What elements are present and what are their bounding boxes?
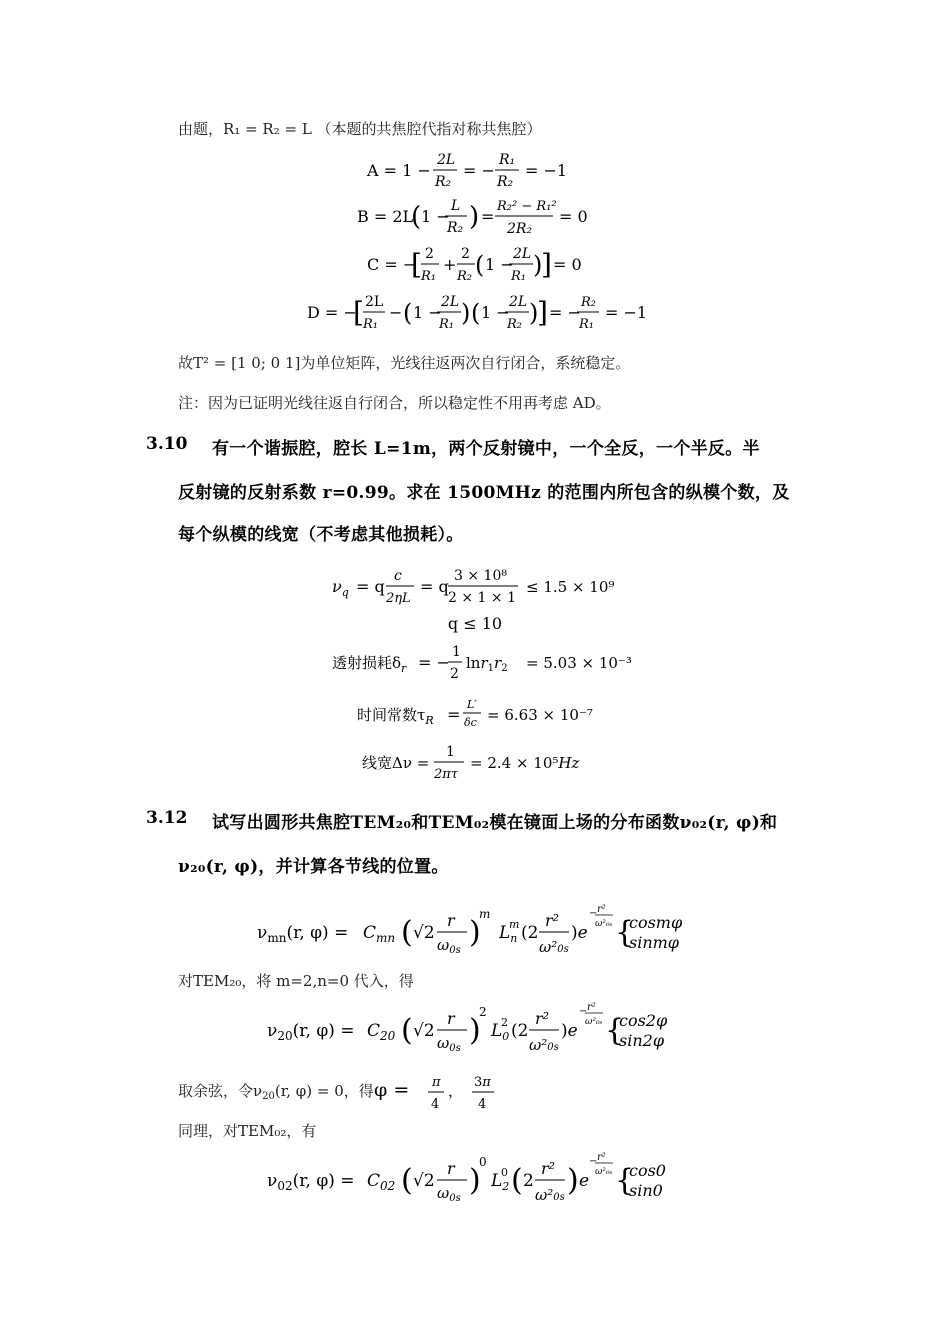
svg-text:ω²0s: ω²0s: [535, 1186, 565, 1204]
equation-general-mode: [0, 902, 950, 967]
svg-text:): ): [529, 299, 539, 327]
svg-text:): ): [461, 299, 471, 327]
svg-text:π: π: [432, 1075, 441, 1090]
svg-text:{: {: [615, 1163, 635, 1198]
svg-text:(: (: [511, 1163, 523, 1198]
note-line: 注：因为已证明光线往返自行闭合，所以稳定性不用再考虑 AD。: [178, 394, 611, 412]
svg-text:R₂² − R₁²: R₂² − R₁²: [497, 199, 557, 214]
equation-transmission-loss-svg: [330, 640, 632, 686]
svg-text:(: (: [401, 1013, 413, 1048]
svg-text:=: =: [481, 207, 495, 226]
svg-text:): ): [567, 1163, 579, 1198]
given-line: 由题，R₁ = R₂ = L （本题的共焦腔代指对称共焦腔）: [178, 120, 542, 138]
svg-text:L0: $L_0$: [491, 1021, 510, 1043]
svg-text:L′: L′: [467, 698, 477, 711]
svg-text:(2: (2: [521, 923, 539, 943]
svg-text:R₂: R₂: [581, 295, 596, 310]
svg-text:2: 2: [450, 666, 459, 682]
question-number-312: 3.12: [146, 808, 188, 828]
svg-text:)e: )e: [561, 1021, 578, 1041]
svg-text:1 −: 1 −: [413, 303, 442, 322]
svg-text:时间常数τR: 时间常数$\tau_R$: [357, 706, 434, 727]
svg-text:R₁: R₁: [579, 317, 594, 332]
svg-text:−: −: [589, 1156, 598, 1167]
svg-text:]: ]: [537, 296, 548, 329]
svg-text:sinmφ: sinmφ: [629, 933, 680, 952]
svg-text:ω²0s: ω²0s: [539, 938, 569, 956]
svg-text:r²: r²: [545, 911, 560, 930]
equation-time-constant: [0, 692, 950, 740]
svg-text:R₁: R₁: [439, 317, 454, 332]
svg-text:= 6.63 × 10⁻⁷: = 6.63 × 10⁻⁷: [487, 706, 593, 724]
svg-text:lnr1r2: $\ln r_1r_2$: [466, 654, 508, 674]
svg-text:√2: √2: [413, 1171, 435, 1191]
svg-text:= q: = q: [356, 577, 385, 596]
svg-text:): ): [469, 202, 480, 232]
svg-text:ω0s: $\omega_{0s}$: [437, 1034, 461, 1054]
equation-tem02: [0, 1150, 950, 1217]
svg-text:A = 1 −: A = 1 −: [367, 161, 431, 180]
svg-text:R₂: R₂: [497, 174, 514, 190]
svg-text:2πτ: 2πτ: [434, 767, 459, 782]
svg-text:1 −: 1 −: [485, 255, 514, 274]
svg-text:sin2φ: sin2φ: [619, 1031, 665, 1050]
equation-q-bound: q ≤ 10: [447, 614, 503, 633]
svg-text:线宽Δν =: 线宽Δν =: [362, 754, 430, 772]
svg-text:= 5.03 × 10⁻³: = 5.03 × 10⁻³: [526, 654, 632, 672]
question-310-line1: 有一个谐振腔，腔长 L=1m，两个反射镜中，一个全反，一个半反。半: [212, 439, 760, 459]
svg-text:m: m: [479, 907, 491, 921]
svg-text:B = 2L: B = 2L: [357, 207, 414, 226]
svg-text:ω²0s: ω²0s: [529, 1036, 559, 1054]
equation-b: [0, 194, 950, 246]
svg-text:Cmn: $C_{mn}$: [363, 923, 396, 945]
svg-text:2L: 2L: [365, 294, 384, 310]
svg-text:[: [: [411, 248, 422, 281]
equation-c-svg: [365, 242, 585, 290]
svg-text:r: r: [447, 911, 455, 930]
svg-text:c: c: [394, 568, 402, 584]
cosine-zero-svg: [178, 1072, 508, 1116]
svg-text:R₁: R₁: [363, 317, 378, 332]
svg-text:2L: 2L: [513, 246, 532, 262]
conclusion-line: 故T² = [1 0; 0 1]为单位矩阵，光线往返两次自行闭合，系统稳定。: [178, 354, 631, 372]
equation-linewidth-svg: [360, 740, 590, 786]
svg-text:νmn(r, φ) =: $\nu_{mn}(r$, φ) =: [257, 923, 349, 945]
equation-nu-q: [0, 564, 950, 614]
svg-text:r²: r²: [535, 1009, 550, 1028]
svg-text:≤ 1.5 × 10⁹: ≤ 1.5 × 10⁹: [526, 578, 615, 596]
svg-text:ω²₀ₛ: ω²₀ₛ: [585, 1017, 603, 1027]
svg-text:): ): [469, 1013, 481, 1048]
svg-text:C02: $C_{02}$: [367, 1171, 396, 1193]
svg-text:取余弦，令ν20(r, φ) = 0，得: 取余弦，令$\nu_{20}(r$, φ) = 0，得: [178, 1082, 374, 1102]
question-310-line2: 反射镜的反射系数 r=0.99。求在 1500MHz 的范围内所包含的纵模个数，及: [178, 483, 790, 503]
svg-text:2: 2: [479, 1005, 487, 1019]
equation-tem20: [0, 1000, 950, 1065]
svg-text:Ln: $L_n$: [499, 923, 518, 945]
svg-text:R₂: R₂: [435, 174, 452, 190]
svg-text:r: r: [447, 1009, 455, 1028]
svg-text:0: 0: [479, 1155, 487, 1169]
svg-text:δc: δc: [464, 716, 477, 729]
svg-text:cos0: cos0: [629, 1161, 666, 1180]
svg-text:D = −: D = −: [307, 303, 357, 322]
equation-linewidth: [0, 740, 950, 790]
svg-text:C20: $C_{20}$: [367, 1021, 396, 1043]
svg-text:R₁: R₁: [511, 269, 526, 284]
svg-text:ν20(r, φ) =: $\nu_{20}(r$, φ) =: [267, 1021, 355, 1043]
svg-text:= −: = −: [549, 303, 581, 322]
svg-text:√2: √2: [413, 1021, 435, 1041]
svg-text:L2: $L_2$: [491, 1171, 510, 1193]
svg-text:ω0s: $\omega_{0s}$: [437, 1184, 461, 1204]
svg-text:2: 2: [501, 1016, 508, 1029]
equation-a-svg: [365, 148, 585, 192]
for-tem20-line: 对TEM₂₀，将 m=2,n=0 代入，得: [178, 972, 414, 990]
svg-text:(: (: [471, 299, 481, 327]
svg-text:φ =: φ =: [374, 1079, 410, 1101]
svg-text:ω²₀ₛ: ω²₀ₛ: [595, 919, 613, 929]
svg-text:2L: 2L: [441, 294, 460, 310]
svg-text:2: 2: [461, 246, 470, 262]
svg-text:2L: 2L: [437, 152, 456, 168]
svg-text:ω²₀ₛ: ω²₀ₛ: [595, 1167, 613, 1177]
svg-text:νq: $\nu_q$: [332, 577, 349, 599]
svg-text:−: −: [389, 303, 403, 322]
svg-text:= 2.4 × 10⁵Hz: = 2.4 × 10⁵Hz: [470, 754, 580, 772]
svg-text:= −: = −: [463, 161, 495, 180]
equation-a: [0, 148, 950, 196]
svg-text:R₁: R₁: [499, 152, 516, 168]
equation-c: [0, 242, 950, 294]
svg-text:= 0: = 0: [553, 255, 582, 274]
question-312-line2: ν₂₀(r, φ)，并计算各节线的位置。: [178, 857, 449, 877]
equation-tem02-svg: [265, 1150, 685, 1212]
svg-text:2L: 2L: [509, 294, 528, 310]
svg-text:，: ，: [448, 1082, 464, 1100]
svg-text:{: {: [605, 1013, 625, 1048]
svg-text:ν02(r, φ) =: $\nu_{02}(r$, φ) =: [267, 1171, 355, 1193]
svg-text:cosmφ: cosmφ: [629, 913, 683, 932]
svg-text:4: 4: [478, 1097, 487, 1112]
likewise-line: 同理，对TEM₀₂，有: [178, 1122, 317, 1140]
equation-d: [0, 290, 950, 342]
svg-text:−: −: [589, 908, 598, 919]
equation-b-svg: [355, 194, 595, 242]
svg-text:2: 2: [523, 1171, 534, 1191]
svg-text:e: e: [579, 1171, 590, 1191]
svg-text:r²: r²: [587, 1002, 596, 1013]
equation-transmission-loss: [0, 640, 950, 690]
equation-tem20-svg: [265, 1000, 685, 1060]
svg-text:透射损耗δr: 透射损耗$\delta_r$: [332, 654, 407, 675]
svg-text:3π: 3π: [474, 1075, 491, 1090]
svg-text:): ): [533, 251, 543, 279]
svg-text:[: [: [353, 296, 364, 329]
svg-text:2 × 1 × 1: 2 × 1 × 1: [448, 590, 516, 606]
svg-text:=: =: [447, 705, 461, 724]
svg-text:= q: = q: [420, 577, 449, 596]
svg-text:(: (: [403, 299, 413, 327]
question-312-line1: 试写出圆形共焦腔TEM₂₀和TEM₀₂模在镜面上场的分布函数ν₀₂(r, φ)和: [212, 813, 778, 833]
svg-text:1: 1: [452, 644, 461, 660]
svg-text:1 −: 1 −: [481, 303, 510, 322]
cosine-zero-line: [178, 1072, 508, 1120]
equation-d-svg: [305, 290, 648, 338]
svg-text:(: (: [475, 251, 485, 279]
svg-text:r²: r²: [597, 1152, 606, 1163]
svg-text:2R₂: 2R₂: [507, 221, 533, 237]
svg-text:= −1: = −1: [605, 303, 648, 322]
svg-text:): ): [469, 1163, 481, 1198]
svg-text:= −: = −: [418, 653, 450, 672]
svg-text:0: 0: [501, 1166, 508, 1179]
svg-text:(: (: [401, 915, 413, 950]
svg-text:R₂: R₂: [457, 269, 472, 284]
svg-text:sin0: sin0: [629, 1181, 663, 1200]
svg-text:L: L: [451, 198, 461, 214]
svg-text:2: 2: [425, 246, 434, 262]
equation-nu-q-svg: [330, 564, 620, 610]
svg-text:= −1: = −1: [525, 161, 568, 180]
svg-text:cos2φ: cos2φ: [619, 1011, 668, 1030]
equation-general-mode-svg: [255, 902, 695, 962]
svg-text:(2: (2: [511, 1021, 529, 1041]
question-310-line3: 每个纵模的线宽（不考虑其他损耗）。: [178, 525, 464, 545]
svg-text:): ): [469, 915, 481, 950]
svg-text:(: (: [401, 1163, 413, 1198]
svg-text:r²: r²: [541, 1159, 556, 1178]
svg-text:m: m: [509, 918, 520, 931]
svg-text:= 0: = 0: [559, 207, 588, 226]
svg-text:1 −: 1 −: [421, 207, 450, 226]
svg-text:2ηL: 2ηL: [386, 591, 411, 606]
svg-text:4: 4: [431, 1097, 440, 1112]
svg-text:−: −: [579, 1006, 588, 1017]
svg-text:1: 1: [446, 744, 455, 760]
svg-text:(: (: [411, 202, 422, 232]
svg-text:√2: √2: [413, 923, 435, 943]
svg-text:R₂: R₂: [447, 220, 464, 236]
svg-text:3 × 10⁸: 3 × 10⁸: [454, 568, 507, 584]
svg-text:{: {: [615, 915, 635, 950]
svg-text:C = −: C = −: [367, 255, 417, 274]
question-number-310: 3.10: [146, 434, 188, 454]
svg-text:)e: )e: [571, 923, 588, 943]
svg-text:R₁: R₁: [421, 269, 436, 284]
equation-time-constant-svg: [355, 692, 595, 736]
svg-text:r: r: [447, 1159, 455, 1178]
svg-text:R₂: R₂: [507, 317, 522, 332]
svg-text:ω0s: $\omega_{0s}$: [437, 936, 461, 956]
svg-text:+: +: [443, 255, 457, 274]
svg-text:]: ]: [541, 248, 552, 281]
svg-text:r²: r²: [597, 904, 606, 915]
